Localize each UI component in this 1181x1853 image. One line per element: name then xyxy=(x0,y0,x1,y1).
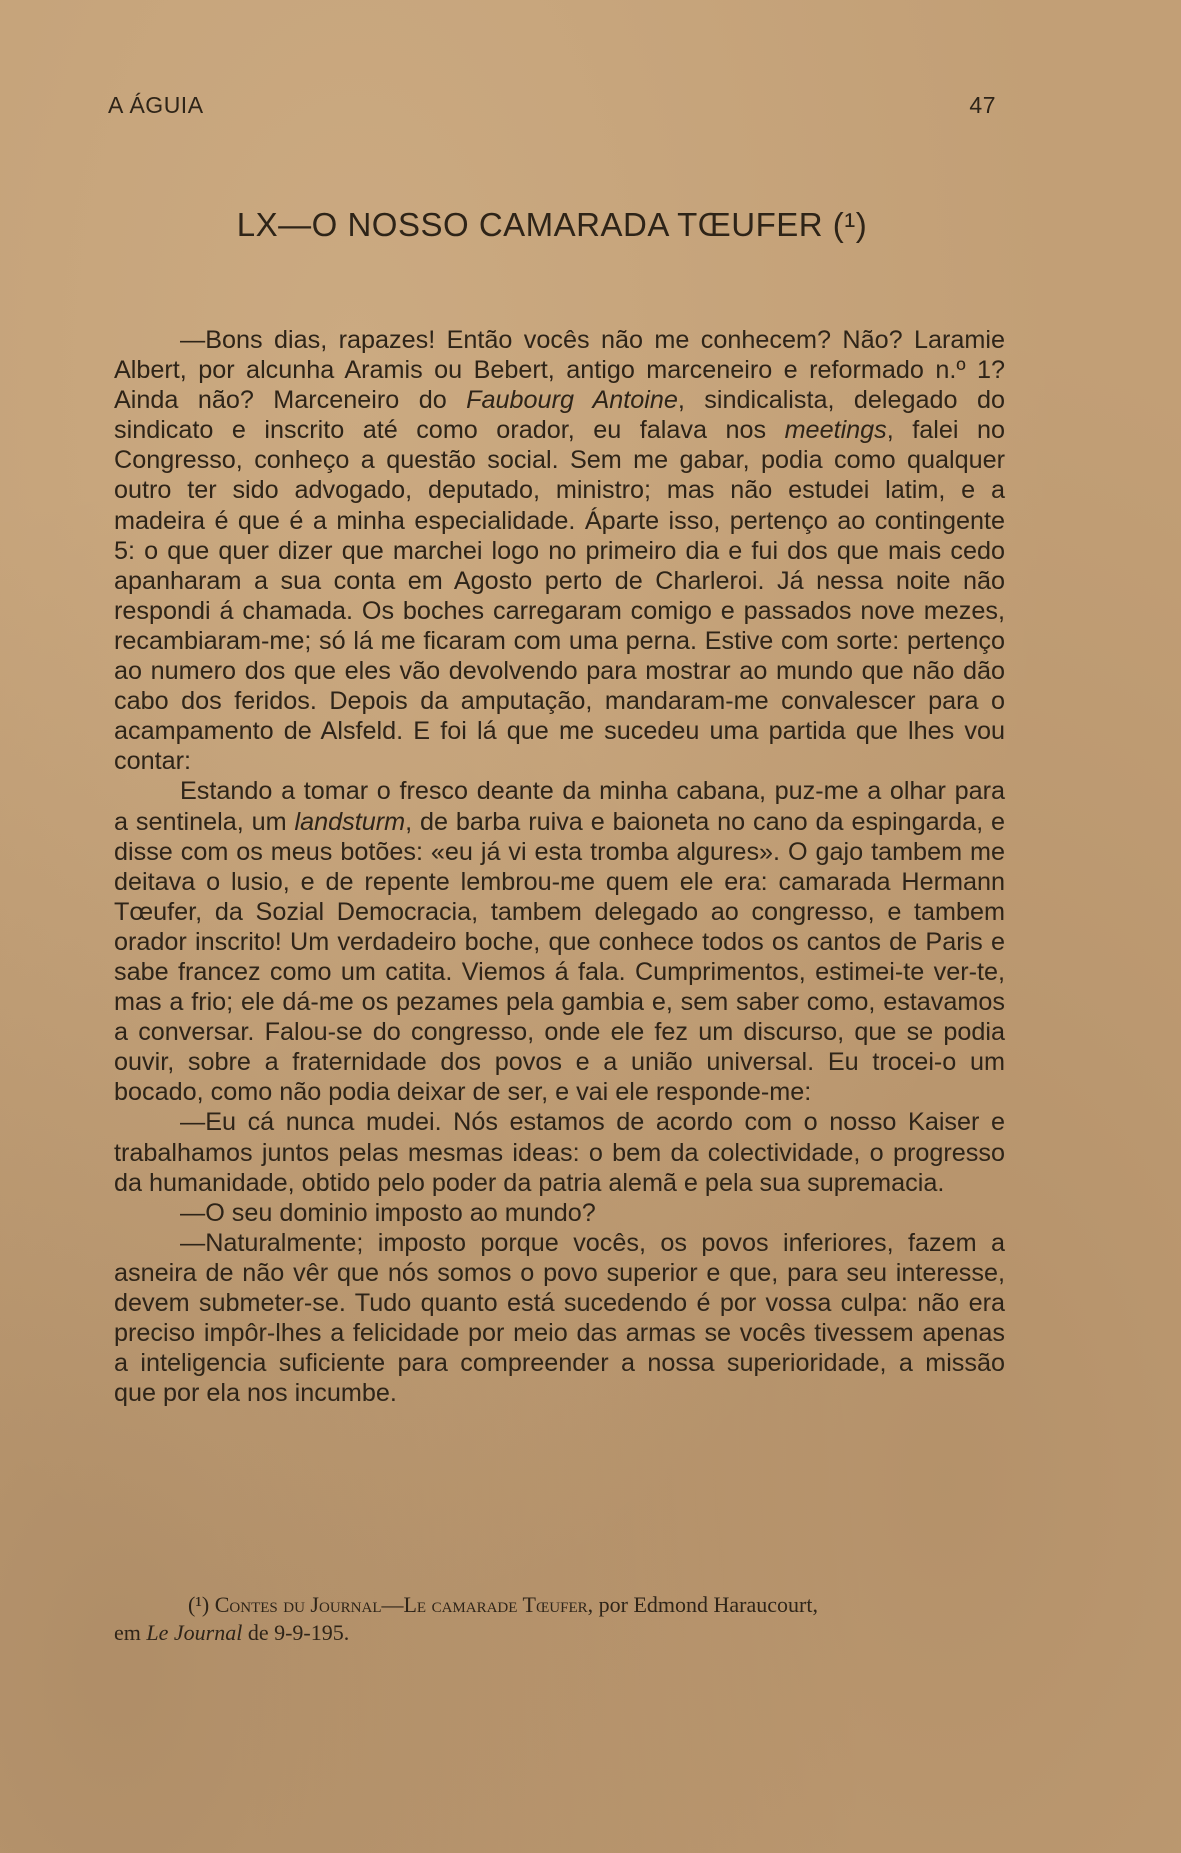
text-run: , falei no Congresso, conheço a questão social. Sem me gabar, podia como qualquer outro ter sido advogado, deputado, ministro; mas não estudei latim, e a madeira é que é a minha especialidade. Áparte isso, pertenço ao contingente 5: o que quer dizer que marchei logo no primeiro dia e fui dos que mais cedo apanharam a sua conta em Agosto perto de Charleroi. Já nessa noite não respondi á chamada. Os boches carregaram comigo e passados nove mezes, recambiaram-me; só lá me ficaram com uma perna. Estive com sorte: pertenço ao numero dos que eles vão devolvendo para mostrar ao mundo que não dão cabo dos feridos. Depois da amputação, mandaram-me convalescer para o acampamento de Alsfeld. E foi lá que me sucedeu uma partida que lhes vou contar: xyxy=(114,416,1006,776)
text-run: , de barba ruiva e baioneta no cano da espingarda, e disse com os meus botões: «eu já vi esta tromba algures». O gajo tambem me deitava o lusio, e de repente lembrou-me quem ele era: camarada Hermann Tœufer, da Sozial Democracia, tambem delegado ao congresso, e tambem orador inscrito! Um verdadeiro boche, que conhece todos os cantos de Paris e sabe francez como um catita. Viemos á fala. Cumprimentos, estimei-te ver-te, mas a frio; ele dá-me os pezames pela gambia e, sem saber como, estavamos a conversar. Falou-se do congresso, onde ele fez um discurso, que se podia ouvir, sobre a fraternidade dos povos e a união universal. Eu trocei-o um bocado, como não podia deixar de ser, e vai ele responde-me: xyxy=(114,807,1005,1107)
text-run: Estando a tomar o fresco deante da minha cabana, puz-me a olhar para a sentinela, um xyxy=(114,777,1005,836)
footnote-marker: (¹) xyxy=(188,1592,210,1617)
italic-term: meetings xyxy=(784,416,887,445)
text-run: —Eu cá nunca mudei. Nós estamos de acordo com o nosso Kaiser e trabalhamos juntos pelas mesmas ideas: o bem da colectividade, o progresso da humanidade, obtido pelo poder da patria alemã e pela sua supremacia. xyxy=(114,1108,1005,1197)
text-run: , sindicalista, delegado do sindicato e inscrito até como orador, eu falava nos xyxy=(114,386,1005,445)
page-number: 47 xyxy=(969,92,996,118)
paragraph xyxy=(114,1198,1005,1228)
chapter-note-ref: (¹) xyxy=(832,206,868,243)
text-run: —O seu dominio imposto ao mundo? xyxy=(180,1198,596,1227)
journal-name: A ÁGUIA xyxy=(108,92,204,118)
chapter-title xyxy=(108,206,996,244)
footnote-author: , por Edmond Haraucourt, xyxy=(587,1592,818,1617)
footnote-date: de 9-9-195. xyxy=(242,1620,350,1645)
footnote-source: Contes du Journal—Le camarade Tœufer xyxy=(214,1592,588,1617)
text-run: —Bons dias, rapazes! Então vocês não me conhecem? Não? Laramie Albert, por alcunha Aramis ou Bebert, antigo marceneiro e reformado n.º 1? Ainda não? Marceneiro do xyxy=(114,326,1005,415)
body-text xyxy=(114,325,1005,1408)
chapter-title-text: LX—O NOSSO CAMARADA TŒUFER xyxy=(236,206,824,243)
footnote-journal: Le Journal xyxy=(146,1620,243,1645)
paragraph xyxy=(114,325,1005,776)
paragraph xyxy=(114,1107,1005,1197)
paragraph xyxy=(114,1228,1005,1409)
running-head xyxy=(108,92,996,119)
italic-term: Faubourg Antoine xyxy=(466,386,678,415)
footnote-prefix: em xyxy=(114,1620,147,1645)
footnote xyxy=(114,1591,1005,1647)
paragraph xyxy=(114,776,1005,1107)
italic-term: landsturm xyxy=(294,807,406,836)
text-run: —Naturalmente; imposto porque vocês, os povos inferiores, fazem a asneira de não vêr que nós somos o povo superior e que, para seu interesse, devem submeter-se. Tudo quanto está sucedendo é por vossa culpa: não era preciso impôr-lhes a felicidade por meio das armas se vocês tivessem apenas a inteligencia suficiente para compreender a nossa superioridade, a missão que por ela nos incumbe. xyxy=(114,1228,1005,1408)
